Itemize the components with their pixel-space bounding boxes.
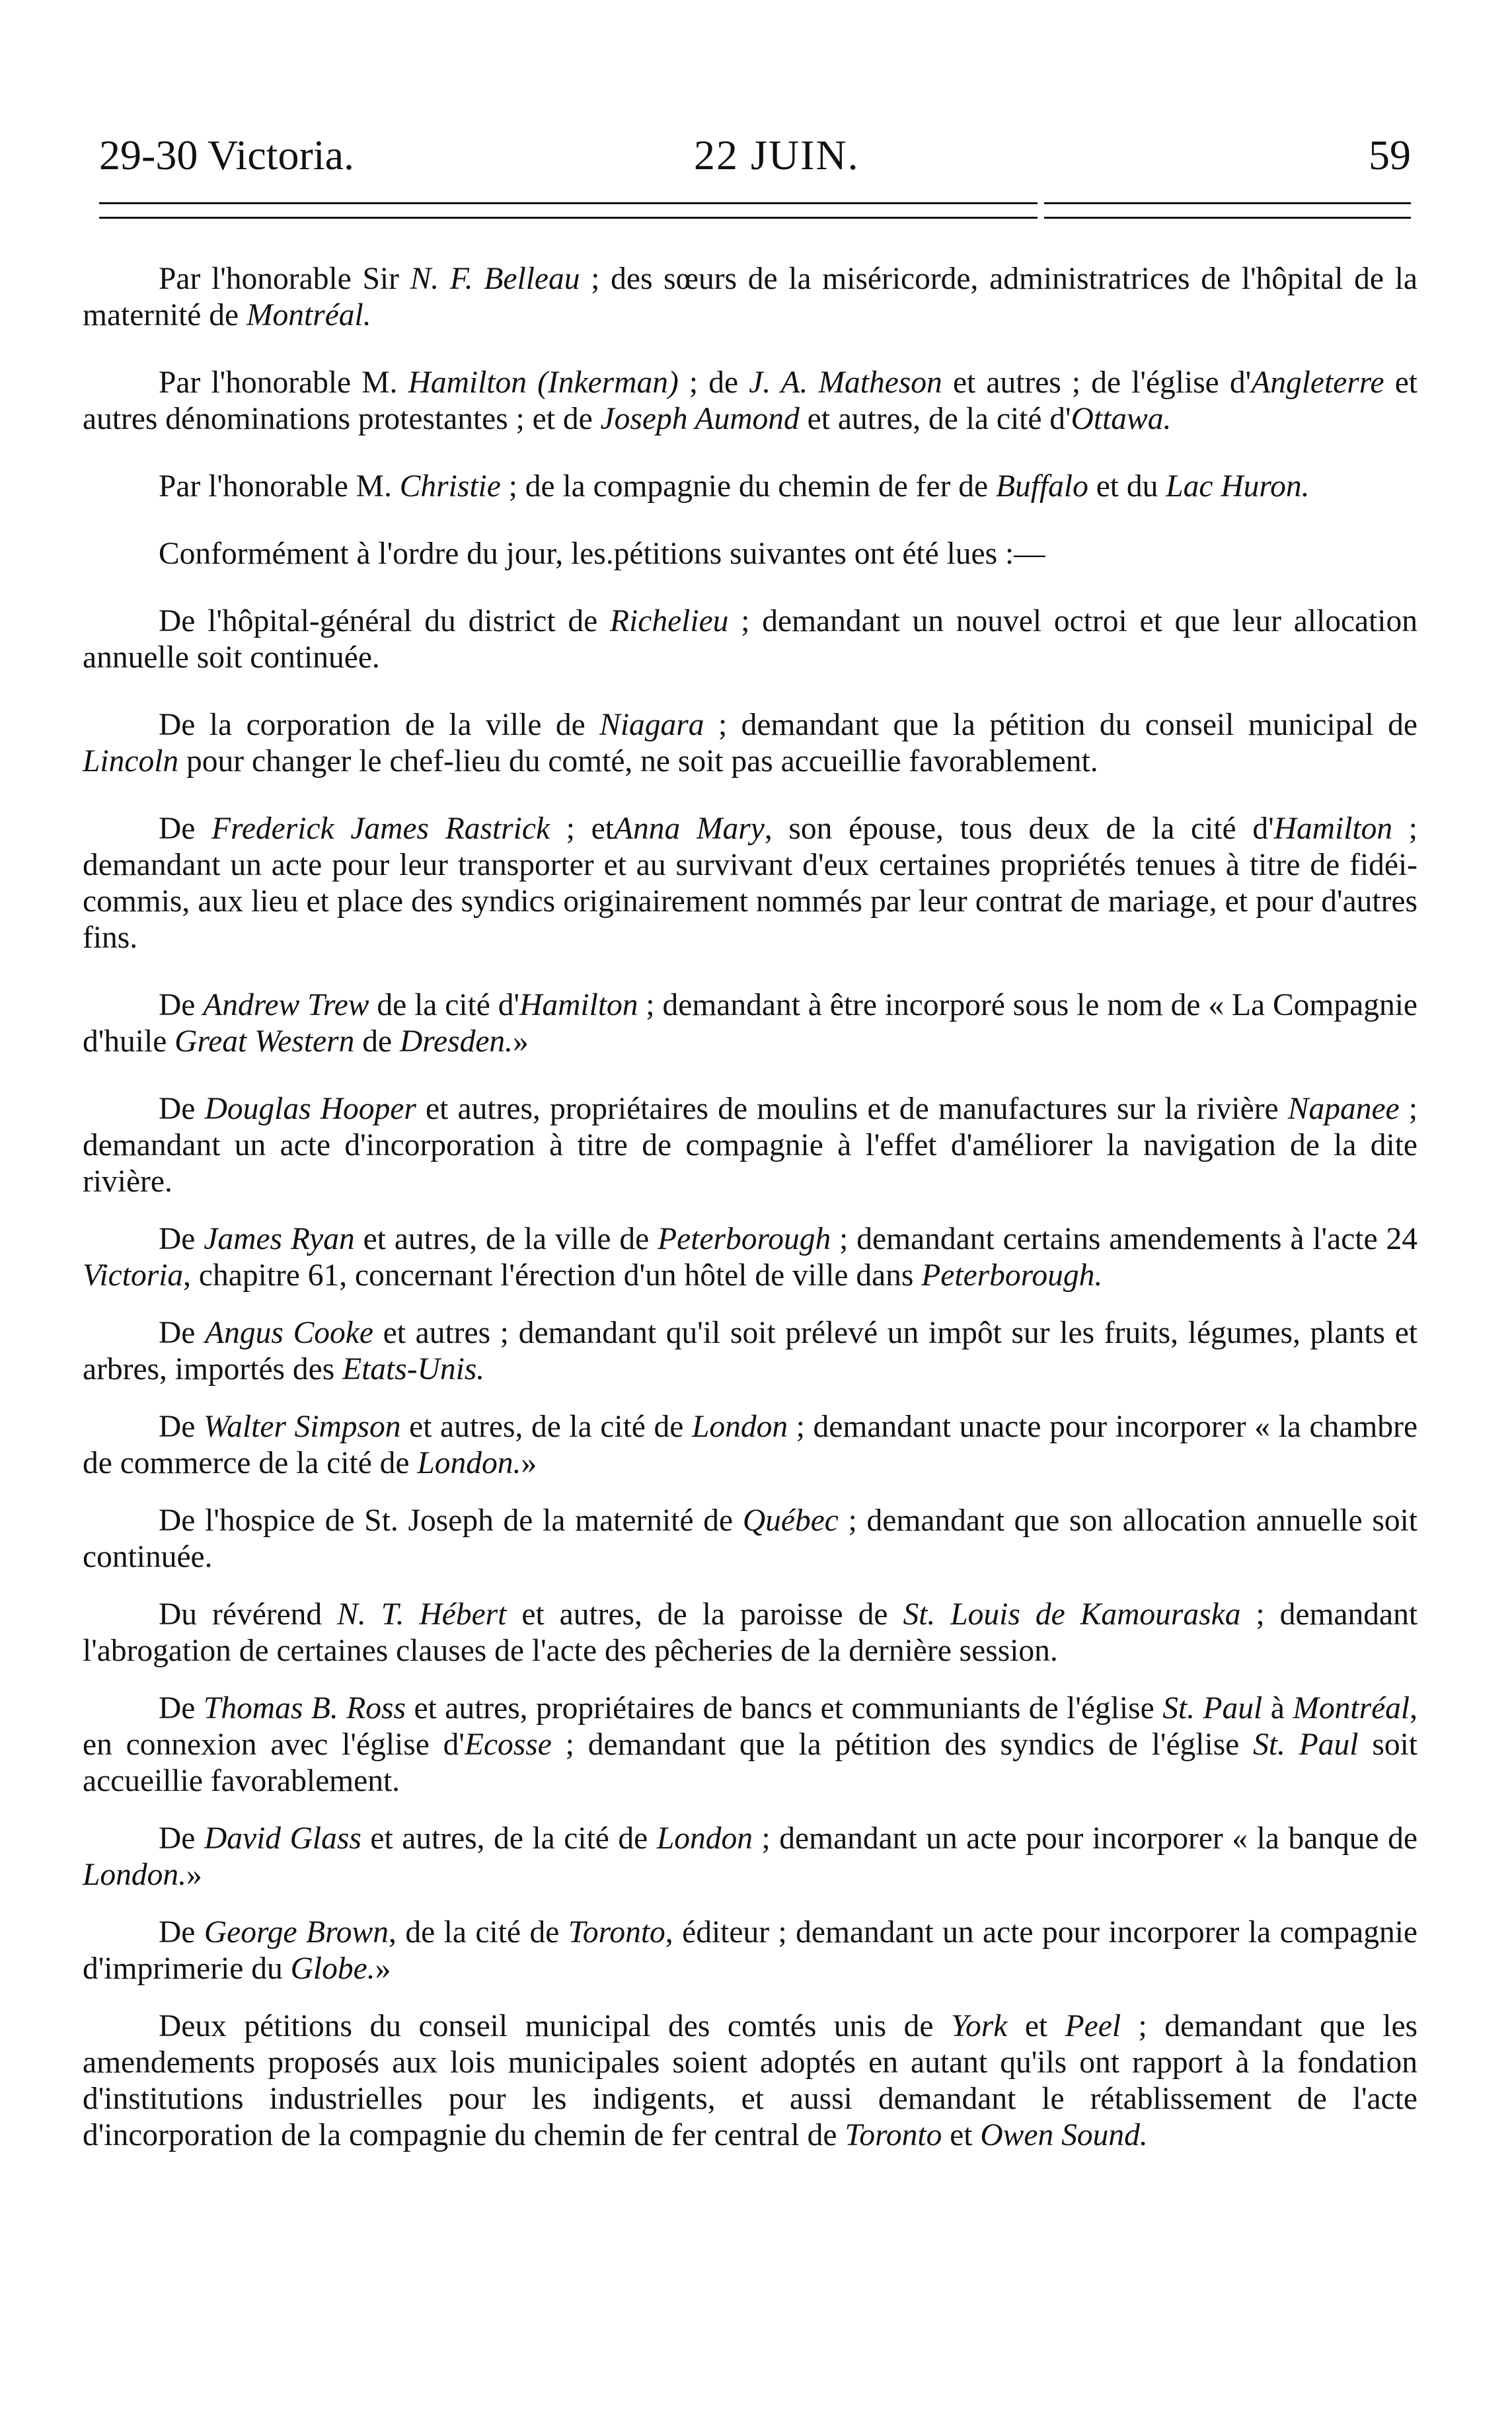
text-run: ; demandant l'abrogation de certaines clauses de l'acte des pêcheries de la dernière session. <box>83 1597 1418 1668</box>
italic-name: London. <box>83 1858 187 1892</box>
text-run: De l'hospice de St. Joseph de la maternité de <box>159 1503 743 1538</box>
header-rule <box>99 202 1411 229</box>
text-run: De <box>159 1410 204 1444</box>
text-run: ; de la compagnie du chemin de fer de <box>500 469 996 504</box>
text-run: De <box>159 1222 204 1256</box>
running-header <box>99 126 1411 192</box>
italic-name: Lincoln <box>83 744 179 778</box>
page-number: 59 <box>1369 132 1411 178</box>
text-run: soit accueillie favorablement. <box>83 1727 1418 1798</box>
text-run: Du révérend <box>159 1597 338 1632</box>
italic-name: Frederick James Rastrick <box>211 812 550 846</box>
paragraph <box>83 603 1418 676</box>
italic-name: St. Paul <box>1162 1691 1263 1726</box>
italic-name: Québec <box>742 1503 839 1538</box>
italic-name: Peterborough <box>658 1222 831 1256</box>
text-run: » <box>521 1446 537 1480</box>
italic-name: Napanee <box>1287 1092 1400 1126</box>
italic-name: Lac Huron. <box>1166 469 1310 504</box>
italic-name: Douglas Hooper <box>204 1092 416 1126</box>
italic-name: Christie <box>399 469 501 504</box>
italic-name: Toronto <box>568 1915 665 1950</box>
text-run: et autres, de la cité de <box>400 1410 692 1444</box>
journal-body <box>83 261 1418 2175</box>
italic-name: Etats-Unis. <box>342 1352 485 1386</box>
italic-name: Great Western <box>174 1024 355 1059</box>
italic-name: N. F. Belleau <box>410 262 580 296</box>
text-run: ; demandant un nouvel octroi et que leur allocation annuelle soit continuée. <box>83 604 1418 675</box>
italic-name: Richelieu <box>610 604 729 638</box>
text-run: De <box>159 1092 205 1126</box>
italic-name: Andrew Trew <box>203 988 369 1022</box>
paragraph <box>83 536 1418 572</box>
text-run: » <box>186 1858 202 1892</box>
text-run: , de la cité de <box>388 1915 568 1950</box>
text-run: De <box>159 1821 204 1856</box>
italic-name: Ecosse <box>464 1727 552 1762</box>
paragraph <box>83 1221 1418 1294</box>
text-run: , éditeur ; demandant un acte pour incorporer la compagnie d'imprimerie du <box>83 1915 1418 1986</box>
text-run: , en connexion avec l'église d' <box>83 1691 1418 1762</box>
italic-name: Hamilton (Inkerman) <box>408 365 679 400</box>
text-run: Deux pétitions du conseil municipal des comtés unis de <box>159 2009 951 2043</box>
italic-name: Angus Cooke <box>205 1316 373 1350</box>
text-run: à <box>1262 1691 1293 1726</box>
paragraph <box>83 987 1418 1060</box>
italic-name: Owen Sound. <box>980 2118 1148 2152</box>
paragraph <box>83 1503 1418 1575</box>
text-run: ; demandant unacte pour incorporer « la chambre de commerce de la cité de <box>83 1410 1418 1480</box>
paragraph <box>83 1915 1418 1987</box>
text-run: ; demandant un acte pour leur transporter et au survivant d'eux certaines propriétés tenues à titre de fidéi-commis, aux lieu et place des syndics originairement nommés par leur contrat de mariage, et pour d'autres fins. <box>83 812 1418 955</box>
text-run: et autres, propriétaires de bancs et communiants de l'église <box>405 1691 1163 1726</box>
text-run: ; demandant que la pétition du conseil municipal de <box>704 708 1418 742</box>
text-run: ; demandant que son allocation annuelle soit continuée. <box>83 1503 1418 1574</box>
text-run: » <box>375 1952 391 1986</box>
italic-name: London. <box>417 1446 521 1480</box>
text-run: ; demandant à être incorporé sous le nom de « La Compagnie d'huile <box>83 988 1418 1059</box>
text-run: , chapitre 61, concernant l'érection d'un hôtel de ville dans <box>183 1258 922 1293</box>
text-run: ; et <box>550 812 614 846</box>
text-run: et autres ; de l'église d' <box>942 365 1252 400</box>
italic-name: Niagara <box>599 708 704 742</box>
text-run: ; demandant certains amendements à l'acte 24 <box>831 1222 1418 1256</box>
text-run: De <box>159 988 204 1022</box>
italic-name: Joseph Aumond <box>600 402 800 436</box>
paragraph <box>83 707 1418 780</box>
text-run: De <box>159 1915 204 1950</box>
italic-name: Montréal. <box>246 298 371 332</box>
session-title: 29-30 Victoria. <box>99 132 354 178</box>
text-run: Par l'honorable Sir <box>159 262 410 296</box>
text-run: et autres ; demandant qu'il soit prélevé un impôt sur les fruits, légumes, plants et arbres, importés des <box>83 1316 1418 1386</box>
paragraph <box>83 1409 1418 1482</box>
paragraph <box>83 261 1418 334</box>
paragraph <box>83 1091 1418 1200</box>
text-run: ; de <box>678 365 749 400</box>
text-run: pour changer le chef-lieu du comté, ne soit pas accueillie favorablement. <box>178 744 1098 778</box>
italic-name: George Brown <box>204 1915 389 1950</box>
italic-name: Peterborough. <box>921 1258 1103 1293</box>
italic-name: James Ryan <box>204 1222 355 1256</box>
text-run: De la corporation de la ville de <box>159 708 600 742</box>
paragraph <box>83 811 1418 956</box>
italic-name: J. A. Matheson <box>749 365 942 400</box>
italic-name: Ottawa. <box>1071 402 1172 436</box>
italic-name: Toronto <box>845 2118 942 2152</box>
text-run: De l'hôpital-général du district de <box>159 604 611 638</box>
paragraph <box>83 1690 1418 1800</box>
text-run: ; des sœurs de la miséricorde, administratrices de l'hôpital de la maternité de <box>83 262 1418 332</box>
text-run: , son épouse, tous deux de la cité d' <box>764 812 1274 846</box>
italic-name: York <box>950 2009 1008 2043</box>
italic-name: Buffalo <box>995 469 1088 504</box>
paragraph <box>83 2008 1418 2154</box>
italic-name: Globe. <box>290 1952 375 1986</box>
paragraph <box>83 1821 1418 1893</box>
text-run: et autres, de la cité de <box>361 1821 657 1856</box>
text-run: ; demandant que les amendements proposés aux lois municipales soient adoptés en autant qu'ils ont rapport à la fondation d'institutions industrielles pour les indigents, et aussi demandant le rétablissement de l'acte d'incorporation de la compagnie du chemin de fer central de <box>83 2009 1418 2152</box>
italic-name: Walter Simpson <box>204 1410 401 1444</box>
italic-name: Angleterre <box>1251 365 1384 400</box>
italic-name: Peel <box>1065 2009 1121 2043</box>
text-run: ; demandant un acte pour incorporer « la banque de <box>752 1821 1418 1856</box>
header-date: 22 JUIN. <box>694 132 860 178</box>
text-run: et <box>1007 2009 1065 2043</box>
italic-name: St. Paul <box>1253 1727 1359 1762</box>
text-run: Conformément à l'ordre du jour, les.pétitions suivantes ont été lues :— <box>159 537 1045 571</box>
text-run: et autres, de la cité d' <box>799 402 1071 436</box>
italic-name: Hamilton <box>1273 812 1393 846</box>
italic-name: Thomas B. Ross <box>203 1691 406 1726</box>
text-run: Par l'honorable M. <box>159 469 400 504</box>
italic-name: Montréal <box>1293 1691 1410 1726</box>
paragraph <box>83 1597 1418 1669</box>
text-run: De <box>159 1691 204 1726</box>
italic-name: Hamilton <box>519 988 638 1022</box>
text-run: et <box>942 2118 981 2152</box>
text-run: » <box>513 1024 529 1059</box>
text-run: de la cité d' <box>369 988 520 1022</box>
italic-name: Anna Mary <box>613 812 765 846</box>
text-run: de <box>354 1024 400 1059</box>
text-run: et autres, de la ville de <box>354 1222 658 1256</box>
text-run: De <box>159 1316 206 1350</box>
italic-name: London <box>691 1410 788 1444</box>
paragraph <box>83 365 1418 437</box>
italic-name: N. T. Hébert <box>337 1597 507 1632</box>
paragraph <box>83 1315 1418 1388</box>
italic-name: David Glass <box>204 1821 361 1856</box>
italic-name: St. Louis de Kamouraska <box>903 1597 1241 1632</box>
italic-name: London <box>656 1821 753 1856</box>
text-run: Par l'honorable M. <box>159 365 408 400</box>
text-run: De <box>159 812 212 846</box>
text-run: et autres, de la paroisse de <box>506 1597 903 1632</box>
italic-name: Victoria <box>83 1258 184 1293</box>
text-run: et autres dénominations protestantes ; et de <box>83 365 1418 436</box>
text-run: et du <box>1088 469 1166 504</box>
text-run: ; demandant un acte d'incorporation à titre de compagnie à l'effet d'améliorer la navigation de la dite rivière. <box>83 1092 1418 1199</box>
italic-name: Dresden. <box>400 1024 513 1059</box>
paragraph <box>83 469 1418 505</box>
text-run: et autres, propriétaires de moulins et de manufactures sur la rivière <box>416 1092 1288 1126</box>
text-run: ; demandant que la pétition des syndics de l'église <box>551 1727 1254 1762</box>
